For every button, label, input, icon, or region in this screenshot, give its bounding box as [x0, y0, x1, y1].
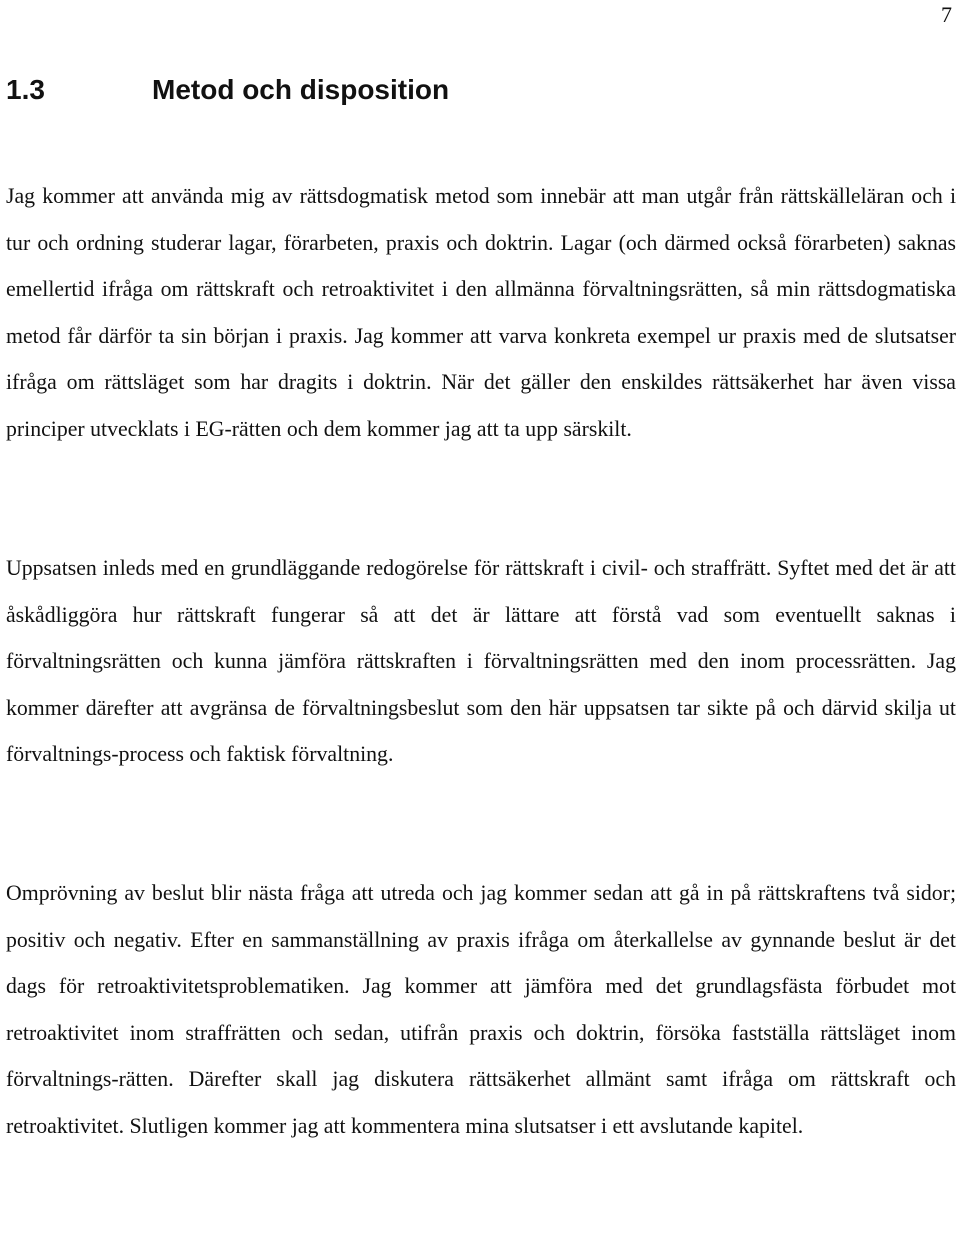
page-number: 7	[941, 2, 952, 27]
paragraph-introduction: Uppsatsen inleds med en grundläggande redogörelse för rättskraft i civil- och straffrätt. Syftet med det är att åskådliggöra hur rättskraft fungerar så att det är lättare att förstå vad som eventuellt saknas i förvaltningsrätten och kunna jämföra rättskraften i förvaltningsrätten med den inom processrätten. Jag kommer därefter att avgränsa de förvaltningsbeslut som den här uppsatsen tar sikte på och därvid skilja ut förvaltnings-process och faktisk förvaltning.	[6, 556, 956, 766]
paragraph-method: Jag kommer att använda mig av rättsdogmatisk metod som innebär att man utgår från rättskälleläran och i tur och ordning studerar lagar, förarbeten, praxis och doktrin. Lagar (och därmed också förarbeten) saknas emellertid ifråga om rättskraft och retroaktivitet i den allmänna förvaltningsrätten, så min rättsdogmatiska metod får därför ta sin början i praxis. Jag kommer att varva konkreta exempel ur praxis med de slutsatser ifråga om rättsläget som har dragits i doktrin. När det gäller den enskildes rättsäkerhet har även vissa principer utvecklats i EG-rätten och dem kommer jag att ta upp särskilt.	[6, 184, 956, 441]
section-number: 1.3	[6, 74, 45, 105]
section-heading	[6, 72, 449, 108]
paragraph-outline: Omprövning av beslut blir nästa fråga att utreda och jag kommer sedan att gå in på rättskraftens två sidor; positiv och negativ. Efter en sammanställning av praxis ifråga om återkallelse av gynnande beslut är det dags för retroaktivitetsproblematiken. Jag kommer att jämföra med det grundlagsfästa förbudet mot retroaktivitet inom straffrätten och sedan, utifrån praxis och doktrin, försöka fastställa rättsläget inom förvaltnings-rätten. Därefter skall jag diskutera rättsäkerhet allmänt samt ifråga om rättskraft och retroaktivitet. Slutligen kommer jag att kommentera mina slutsatser i ett avslutande kapitel.	[6, 881, 956, 1138]
section-title: Metod och disposition	[152, 74, 450, 105]
